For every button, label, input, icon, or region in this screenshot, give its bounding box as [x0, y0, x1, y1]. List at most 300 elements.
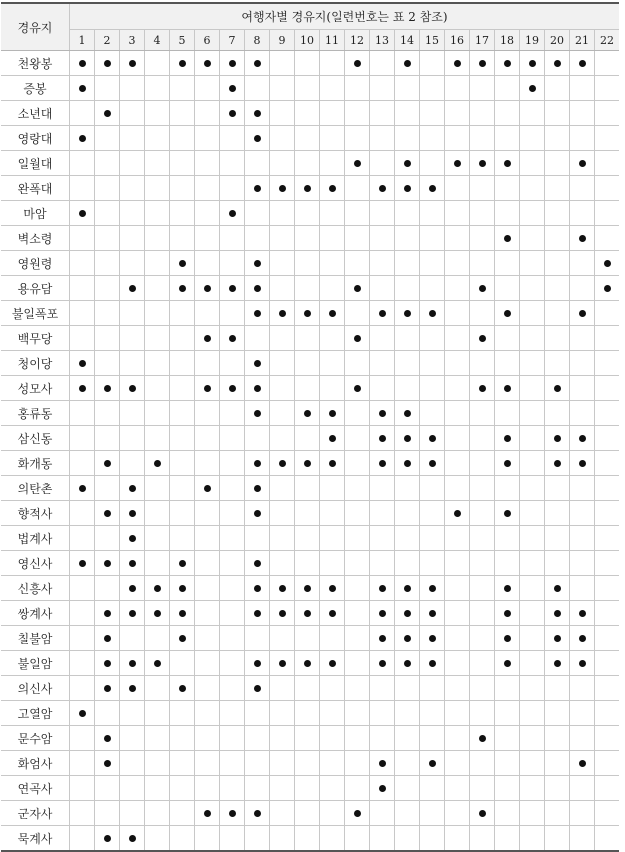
visit-marker-dot [104, 610, 111, 617]
visit-marker-dot [429, 660, 436, 667]
table-cell [145, 751, 170, 776]
visit-marker-dot [579, 435, 586, 442]
table-cell [395, 401, 420, 426]
table-cell [345, 626, 370, 651]
table-cell [345, 751, 370, 776]
table-cell [420, 176, 445, 201]
table-cell [120, 651, 145, 676]
table-cell [145, 476, 170, 501]
table-cell [170, 326, 195, 351]
table-cell [270, 501, 295, 526]
table-cell [420, 776, 445, 801]
table-cell [345, 601, 370, 626]
table-cell [220, 426, 245, 451]
table-cell [245, 601, 270, 626]
waypoint-label: 화엄사 [1, 751, 70, 776]
table-cell [570, 801, 595, 826]
table-cell [120, 201, 145, 226]
table-cell [320, 551, 345, 576]
visit-marker-dot [604, 260, 611, 267]
table-cell [345, 476, 370, 501]
table-cell [220, 276, 245, 301]
visit-marker-dot [404, 460, 411, 467]
table-cell [170, 451, 195, 476]
traveler-number-header: 3 [120, 30, 145, 51]
table-cell [545, 101, 570, 126]
table-cell [270, 651, 295, 676]
header-row-numbers [1, 30, 619, 51]
table-cell [295, 201, 320, 226]
table-cell [595, 251, 620, 276]
table-cell [195, 451, 220, 476]
table-cell [320, 751, 345, 776]
table-cell [295, 526, 320, 551]
visit-marker-dot [329, 410, 336, 417]
waypoint-label: 의탄촌 [1, 476, 70, 501]
table-cell [270, 726, 295, 751]
table-cell [520, 426, 545, 451]
table-cell [195, 701, 220, 726]
table-cell [245, 401, 270, 426]
traveler-group-header: 여행자별 경유지(일련번호는 표 2 참조) [70, 3, 620, 30]
visit-marker-dot [254, 610, 261, 617]
table-row [1, 526, 619, 551]
table-cell [95, 351, 120, 376]
table-cell [370, 126, 395, 151]
waypoint-label: 고열암 [1, 701, 70, 726]
table-cell [220, 776, 245, 801]
visit-marker-dot [429, 310, 436, 317]
table-row [1, 776, 619, 801]
traveler-number-header: 15 [420, 30, 445, 51]
table-cell [245, 501, 270, 526]
visit-marker-dot [404, 310, 411, 317]
table-cell [495, 801, 520, 826]
table-cell [245, 76, 270, 101]
visit-marker-dot [229, 285, 236, 292]
table-row [1, 751, 619, 776]
table-cell [270, 101, 295, 126]
table-cell [120, 401, 145, 426]
table-cell [470, 226, 495, 251]
table-cell [445, 301, 470, 326]
table-cell [545, 801, 570, 826]
table-cell [370, 276, 395, 301]
visit-marker-dot [254, 285, 261, 292]
table-row [1, 351, 619, 376]
table-cell [70, 301, 95, 326]
table-cell [520, 251, 545, 276]
visit-marker-dot [129, 685, 136, 692]
table-cell [445, 76, 470, 101]
table-cell [395, 301, 420, 326]
visit-marker-dot [229, 810, 236, 817]
visit-marker-dot [279, 310, 286, 317]
visit-marker-dot [104, 735, 111, 742]
table-cell [95, 126, 120, 151]
table-cell [545, 501, 570, 526]
table-cell [120, 801, 145, 826]
table-cell [245, 576, 270, 601]
waypoint-label: 삼신동 [1, 426, 70, 451]
table-cell [345, 326, 370, 351]
table-cell [345, 801, 370, 826]
table-cell [245, 551, 270, 576]
table-cell [545, 526, 570, 551]
table-cell [545, 301, 570, 326]
table-cell [320, 776, 345, 801]
table-cell [445, 351, 470, 376]
table-cell [395, 801, 420, 826]
table-cell [95, 226, 120, 251]
table-cell [345, 701, 370, 726]
table-cell [395, 626, 420, 651]
table-cell [395, 51, 420, 76]
table-cell [70, 126, 95, 151]
table-cell [495, 226, 520, 251]
table-cell [345, 251, 370, 276]
table-cell [70, 476, 95, 501]
table-cell [520, 626, 545, 651]
table-cell [520, 751, 545, 776]
table-cell [545, 551, 570, 576]
table-cell [345, 776, 370, 801]
table-cell [95, 276, 120, 301]
table-cell [70, 651, 95, 676]
visit-marker-dot [229, 60, 236, 67]
table-cell [170, 501, 195, 526]
table-row [1, 801, 619, 826]
table-cell [170, 601, 195, 626]
table-cell [370, 601, 395, 626]
visit-marker-dot [204, 60, 211, 67]
visit-marker-dot [504, 460, 511, 467]
table-cell [370, 551, 395, 576]
visit-marker-dot [104, 835, 111, 842]
visit-marker-dot [454, 160, 461, 167]
visit-marker-dot [129, 60, 136, 67]
table-cell [495, 776, 520, 801]
table-cell [595, 726, 620, 751]
table-cell [345, 526, 370, 551]
visit-marker-dot [354, 810, 361, 817]
table-cell [195, 151, 220, 176]
table-cell [220, 726, 245, 751]
table-cell [120, 76, 145, 101]
table-cell [370, 476, 395, 501]
table-cell [295, 776, 320, 801]
table-cell [145, 776, 170, 801]
table-cell [495, 351, 520, 376]
table-cell [120, 426, 145, 451]
table-cell [270, 676, 295, 701]
table-cell [570, 626, 595, 651]
table-cell [120, 751, 145, 776]
table-row [1, 126, 619, 151]
table-cell [395, 576, 420, 601]
table-row [1, 251, 619, 276]
visit-marker-dot [504, 385, 511, 392]
visit-marker-dot [304, 660, 311, 667]
table-cell [195, 576, 220, 601]
table-cell [595, 326, 620, 351]
table-cell [320, 201, 345, 226]
table-cell [295, 676, 320, 701]
visit-marker-dot [379, 785, 386, 792]
table-cell [370, 726, 395, 751]
traveler-number-header: 2 [95, 30, 120, 51]
visit-marker-dot [504, 235, 511, 242]
table-cell [70, 276, 95, 301]
table-cell [145, 726, 170, 751]
traveler-number-header: 21 [570, 30, 595, 51]
table-cell [370, 76, 395, 101]
table-cell [545, 176, 570, 201]
table-cell [545, 676, 570, 701]
table-cell [595, 551, 620, 576]
table-cell [120, 226, 145, 251]
visit-marker-dot [79, 60, 86, 67]
table-cell [595, 426, 620, 451]
table-cell [245, 426, 270, 451]
table-cell [520, 801, 545, 826]
table-cell [520, 51, 545, 76]
table-cell [270, 601, 295, 626]
visit-marker-dot [529, 60, 536, 67]
table-cell [370, 776, 395, 801]
table-row [1, 101, 619, 126]
table-cell [270, 626, 295, 651]
table-cell [320, 251, 345, 276]
table-cell [470, 601, 495, 626]
table-cell [95, 576, 120, 601]
visit-marker-dot [129, 285, 136, 292]
visit-marker-dot [379, 460, 386, 467]
table-cell [495, 701, 520, 726]
table-cell [70, 251, 95, 276]
table-cell [195, 626, 220, 651]
visit-marker-dot [254, 685, 261, 692]
table-cell [170, 401, 195, 426]
table-cell [495, 301, 520, 326]
table-cell [220, 576, 245, 601]
table-cell [345, 401, 370, 426]
table-cell [520, 376, 545, 401]
table-cell [570, 726, 595, 751]
table-cell [120, 376, 145, 401]
table-cell [545, 701, 570, 726]
table-cell [295, 726, 320, 751]
table-cell [170, 51, 195, 76]
table-cell [545, 826, 570, 852]
table-cell [245, 326, 270, 351]
table-cell [370, 626, 395, 651]
table-cell [570, 476, 595, 501]
visit-marker-dot [254, 560, 261, 567]
visit-marker-dot [254, 410, 261, 417]
table-cell [70, 676, 95, 701]
waypoint-label: 벽소령 [1, 226, 70, 251]
table-cell [595, 701, 620, 726]
table-cell [470, 676, 495, 701]
table-cell [145, 376, 170, 401]
table-cell [95, 501, 120, 526]
table-cell [170, 201, 195, 226]
table-cell [220, 601, 245, 626]
table-cell [595, 676, 620, 701]
table-cell [370, 651, 395, 676]
table-cell [195, 351, 220, 376]
table-cell [120, 576, 145, 601]
traveler-number-header: 10 [295, 30, 320, 51]
table-cell [445, 176, 470, 201]
table-cell [220, 526, 245, 551]
table-cell [595, 176, 620, 201]
table-cell [445, 251, 470, 276]
visit-marker-dot [104, 110, 111, 117]
table-cell [145, 601, 170, 626]
table-cell [370, 251, 395, 276]
table-cell [420, 51, 445, 76]
table-cell [270, 351, 295, 376]
table-cell [345, 651, 370, 676]
table-cell [420, 426, 445, 451]
table-cell [570, 751, 595, 776]
table-cell [570, 101, 595, 126]
table-cell [245, 126, 270, 151]
table-cell [420, 551, 445, 576]
table-cell [420, 351, 445, 376]
table-cell [520, 651, 545, 676]
table-cell [245, 626, 270, 651]
visit-marker-dot [179, 610, 186, 617]
table-cell [495, 826, 520, 852]
table-cell [195, 401, 220, 426]
table-cell [520, 776, 545, 801]
table-cell [395, 751, 420, 776]
visit-marker-dot [229, 110, 236, 117]
table-cell [595, 751, 620, 776]
table-cell [70, 401, 95, 426]
visit-marker-dot [354, 385, 361, 392]
table-cell [570, 601, 595, 626]
table-cell [595, 76, 620, 101]
table-cell [345, 451, 370, 476]
table-cell [420, 726, 445, 751]
visit-marker-dot [604, 285, 611, 292]
table-cell [70, 76, 95, 101]
table-cell [420, 701, 445, 726]
visit-marker-dot [504, 585, 511, 592]
table-cell [220, 801, 245, 826]
table-cell [595, 376, 620, 401]
table-cell [245, 351, 270, 376]
table-cell [320, 701, 345, 726]
table-cell [370, 501, 395, 526]
visit-marker-dot [254, 385, 261, 392]
table-cell [95, 101, 120, 126]
visit-marker-dot [329, 610, 336, 617]
table-cell [370, 151, 395, 176]
travel-waypoint-table [1, 2, 619, 852]
table-cell [470, 501, 495, 526]
table-cell [520, 276, 545, 301]
table-cell [170, 76, 195, 101]
table-cell [170, 426, 195, 451]
table-cell [495, 201, 520, 226]
traveler-number-header: 1 [70, 30, 95, 51]
table-cell [520, 526, 545, 551]
traveler-number-header: 19 [520, 30, 545, 51]
table-cell [445, 101, 470, 126]
table-cell [170, 226, 195, 251]
visit-marker-dot [254, 185, 261, 192]
table-cell [170, 101, 195, 126]
visit-marker-dot [79, 85, 86, 92]
table-cell [70, 376, 95, 401]
table-cell [420, 526, 445, 551]
waypoint-label: 영신사 [1, 551, 70, 576]
table-cell [145, 126, 170, 151]
table-cell [420, 476, 445, 501]
table-cell [145, 401, 170, 426]
visit-marker-dot [379, 410, 386, 417]
table-cell [170, 476, 195, 501]
table-row [1, 226, 619, 251]
table-cell [520, 501, 545, 526]
waypoint-label: 법계사 [1, 526, 70, 551]
visit-marker-dot [129, 385, 136, 392]
table-cell [220, 651, 245, 676]
table-cell [70, 426, 95, 451]
table-cell [470, 151, 495, 176]
table-cell [145, 326, 170, 351]
table-cell [370, 426, 395, 451]
table-cell [420, 676, 445, 701]
table-cell [470, 426, 495, 451]
visit-marker-dot [479, 810, 486, 817]
table-cell [170, 276, 195, 301]
table-cell [70, 551, 95, 576]
table-cell [70, 526, 95, 551]
table-cell [295, 151, 320, 176]
visit-marker-dot [429, 610, 436, 617]
table-cell [220, 76, 245, 101]
visit-marker-dot [104, 510, 111, 517]
table-cell [270, 276, 295, 301]
table-row [1, 176, 619, 201]
table-cell [195, 501, 220, 526]
table-cell [220, 51, 245, 76]
table-cell [420, 651, 445, 676]
table-cell [195, 751, 220, 776]
table-cell [95, 626, 120, 651]
visit-marker-dot [229, 335, 236, 342]
table-row [1, 601, 619, 626]
visit-marker-dot [254, 660, 261, 667]
visit-marker-dot [429, 185, 436, 192]
table-cell [70, 751, 95, 776]
visit-marker-dot [479, 285, 486, 292]
visit-marker-dot [354, 60, 361, 67]
table-cell [195, 226, 220, 251]
table-cell [445, 676, 470, 701]
table-cell [445, 626, 470, 651]
table-cell [195, 551, 220, 576]
traveler-number-header: 8 [245, 30, 270, 51]
table-cell [170, 726, 195, 751]
table-cell [545, 476, 570, 501]
